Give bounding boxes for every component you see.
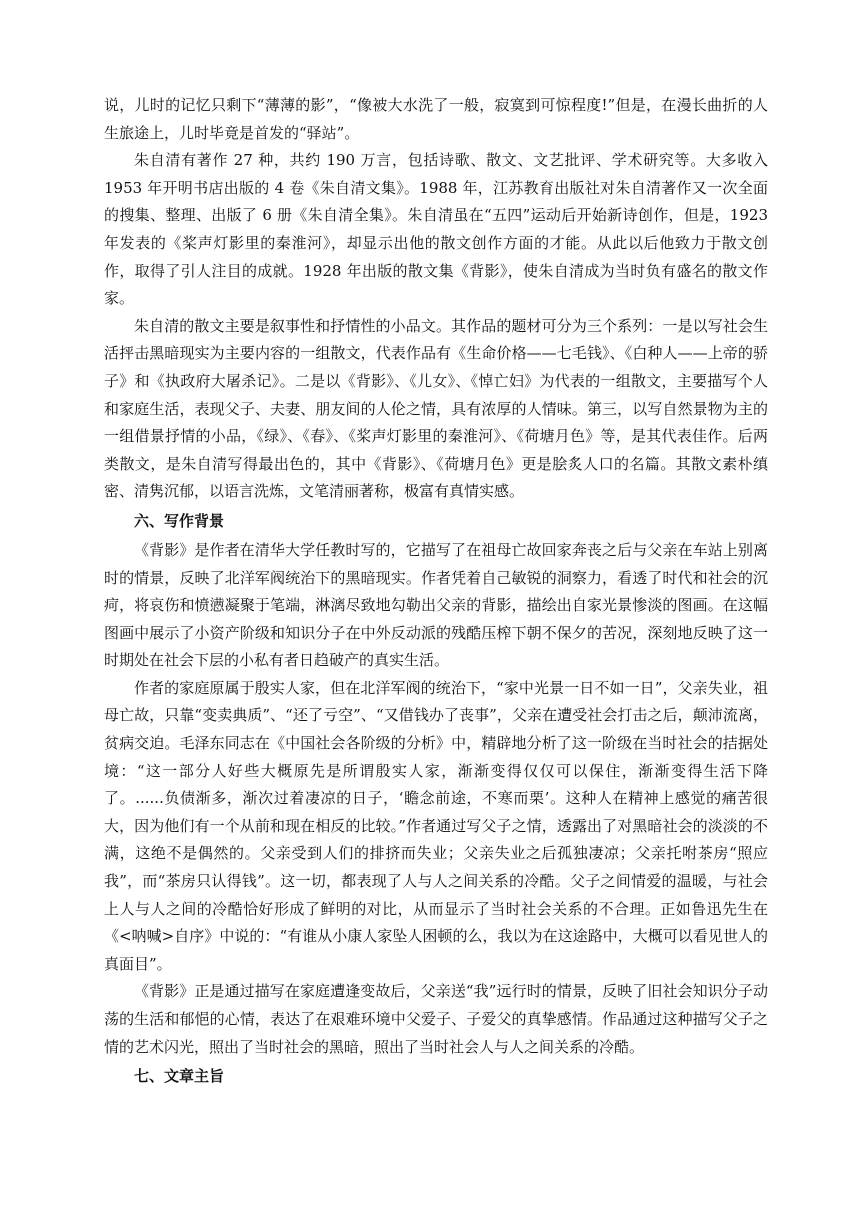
works-paragraph: 朱自清有著作 27 种，共约 190 万言，包括诗歌、散文、文艺批评、学术研究等。大多收入 1953 年开明书店出版的 4 卷《朱自清文集》。1988 年，江苏教育出版社对朱自清著作又一次全面的搜集、整理、出版了 6 册《朱自清全集》。朱自清虽在“五四”运动后开始新诗创作，但是，1923 年发表的《桨声灯影里的秦淮河》，却显示出他的散文创作方面的才能。从此以后他致力于散文创作，取得了引人注目的成就。1928 年出版的散文集《背影》，使朱自清成为当时负有盛名的散文作家。 [104, 151, 768, 308]
style-paragraph: 朱自清的散文主要是叙事性和抒情性的小品文。其作品的题材可分为三个系列：一是以写社会生活抨击黑暗现实为主要内容的一组散文，代表作品有《生命价格——七毛钱》、《白种人——上帝的骄子》和《执政府大屠杀记》。二是以《背影》、《儿女》、《悼亡妇》为代表的一组散文，主要描写个人和家庭生活，表现父子、夫妻、朋友间的人伦之情，具有浓厚的人情味。第三，以写自然景物为主的一组借景抒情的小品，《绿》、《春》、《桨声灯影里的秦淮河》、《荷塘月色》等，是其代表佳作。后两类散文，是朱自清写得最出色的，其中《背影》、《荷塘月色》更是脍炙人口的名篇。其散文素朴缜密、清隽沉郁，以语言洗炼，文笔清丽著称，极富有真情实感。 [104, 316, 768, 501]
section-six-heading: 六、写作背景 [134, 511, 225, 530]
section-seven-heading: 七、文章主旨 [134, 1067, 225, 1086]
background-paragraph-3: 《背影》正是通过描写在家庭遭逢变故后，父亲送“我”远行时的情景，反映了旧社会知识分子动荡的生活和郁悒的心情，表达了在艰难环境中父爱子、子爱父的真挚感情。作品通过这种描写父子之情的艺术闪光，照出了当时社会的黑暗，照出了当时社会人与人之间关系的冷酷。 [104, 982, 768, 1056]
background-paragraph-1: 《背影》是作者在清华大学任教时写的，它描写了在祖母亡故回家奔丧之后与父亲在车站上别离时的情景，反映了北洋军阀统治下的黑暗现实。作者凭着自己敏锐的洞察力，看透了时代和社会的沉疴，将哀伤和愤懑凝聚于笔端，淋漓尽致地勾勒出父亲的背影，描绘出自家光景惨淡的图画。在这幅图画中展示了小资产阶级和知识分子在中外反动派的残酷压榨下朝不保夕的苦况，深刻地反映了这一时期处在社会下层的小私有者日趋破产的真实生活。 [104, 540, 768, 670]
document-page [104, 92, 768, 1092]
intro-paragraph: 说，儿时的记忆只剩下“薄薄的影”，“像被大水洗了一般，寂寞到可惊程度!”但是，在漫长曲折的人生旅途上，儿时毕竟是首发的“驿站”。 [104, 96, 768, 142]
background-paragraph-2: 作者的家庭原属于殷实人家，但在北洋军阀的统治下，“家中光景一日不如一日”，父亲失业，祖母亡故，只靠“变卖典质”、“还了亏空”、“又借钱办了丧事”，父亲在遭受社会打击之后，颠沛流离，贫病交迫。毛泽东同志在《中国社会各阶级的分析》中，精辟地分析了这一阶级在当时社会的拮据处境：“这一部分人好些大概原先是所谓殷实人家，渐渐变得仅仅可以保住，渐渐变得生活下降了。......负债渐多，渐次过着凄凉的日子，‘瞻念前途，不寒而栗’。这种人在精神上感觉的痛苦很大，因为他们有一个从前和现在相反的比较。”作者通过写父子之情，透露出了对黑暗社会的淡淡的不满，这绝不是偶然的。父亲受到人们的排挤而失业；父亲失业之后孤独凄凉；父亲托咐茶房“照应我”，而“茶房只认得钱”。这一切，都表现了人与人之间关系的冷酷。父子之间情爱的温暖，与社会上人与人之间的冷酷恰好形成了鲜明的对比，从而显示了当时社会关系的不合理。正如鲁迅先生在《<呐喊>自序》中说的：“有谁从小康人家坠人困顿的么，我以为在这途路中，大概可以看见世人的真面目”。 [104, 678, 768, 973]
